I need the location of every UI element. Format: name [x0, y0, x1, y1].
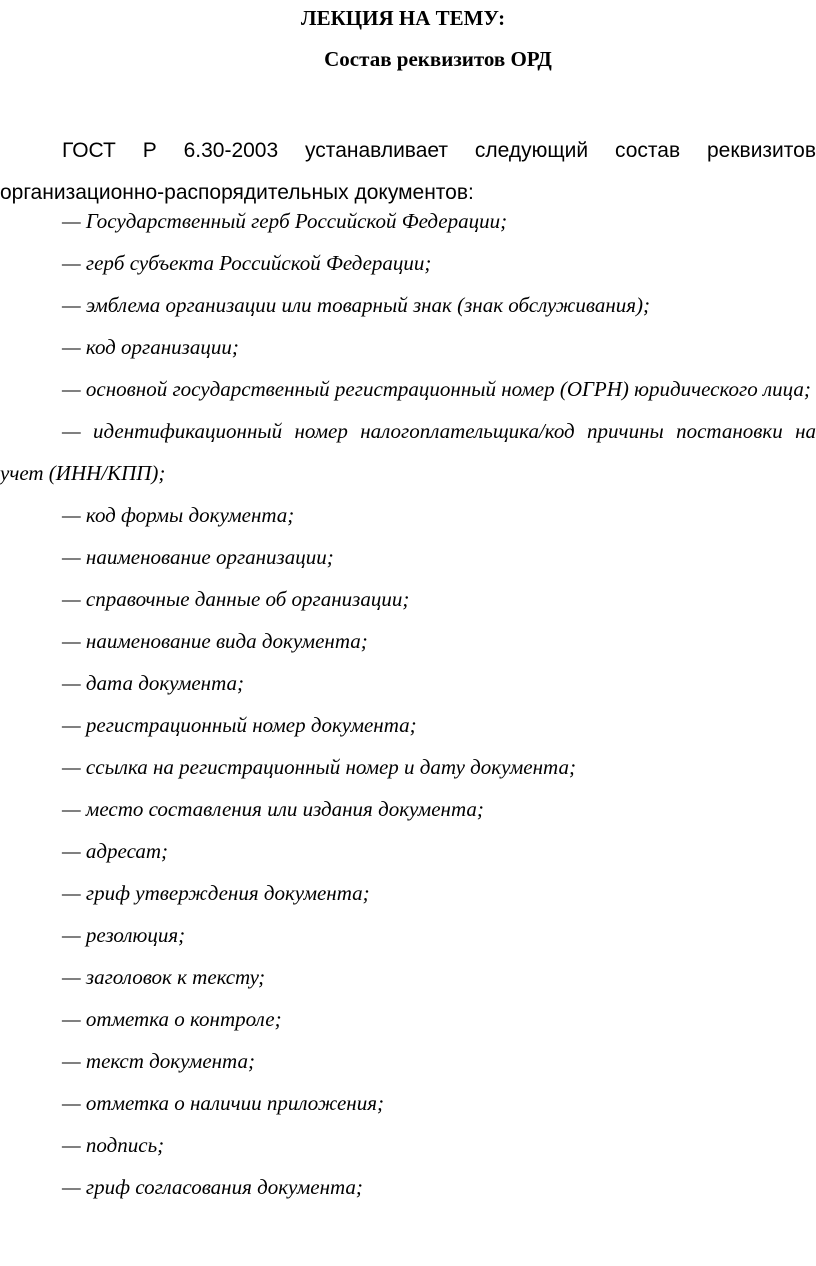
list-item: — ссылка на регистрационный номер и дату документа;	[62, 755, 576, 779]
list-item: — код формы документа;	[62, 503, 295, 527]
list-item: — резолюция;	[62, 923, 186, 947]
list-item: — эмблема организации или товарный знак (знак обслуживания);	[62, 293, 650, 317]
list-item: — отметка о контроле;	[62, 1007, 282, 1031]
list-item: — наименование вида документа;	[62, 629, 368, 653]
requisites-list	[0, 200, 816, 1208]
list-item: — герб субъекта Российской Федерации;	[62, 251, 432, 275]
list-item: — регистрационный номер документа;	[62, 713, 417, 737]
list-item: — наименование организации;	[62, 545, 334, 569]
list-item: — подпись;	[62, 1133, 165, 1157]
lecture-heading: ЛЕКЦИЯ НА ТЕМУ:	[300, 6, 506, 30]
list-item: — гриф утверждения документа;	[62, 881, 370, 905]
list-item: — адресат;	[62, 839, 169, 863]
lecture-topic: Состав реквизитов ОРД	[324, 47, 552, 71]
list-item: — место составления или издания документа;	[62, 797, 484, 821]
list-item: — справочные данные об организации;	[62, 587, 410, 611]
list-item: — текст документа;	[62, 1049, 255, 1073]
list-item: — отметка о наличии приложения;	[62, 1091, 384, 1115]
list-item: — код организации;	[62, 335, 239, 359]
list-item: — идентификационный номер налогоплательщика/код причины постановки на учет (ИНН/КПП);	[0, 419, 816, 485]
list-item: — Государственный герб Российской Федерации;	[62, 209, 508, 233]
list-item: — дата документа;	[62, 671, 245, 695]
list-item: — основной государственный регистрационный номер (ОГРН) юридического лица;	[62, 377, 811, 401]
list-item: — гриф согласования документа;	[62, 1175, 363, 1199]
list-item: — заголовок к тексту;	[62, 965, 266, 989]
intro-paragraph: ГОСТ Р 6.30-2003 устанавливает следующий состав реквизитов организационно-распорядительных документов:	[0, 139, 816, 204]
